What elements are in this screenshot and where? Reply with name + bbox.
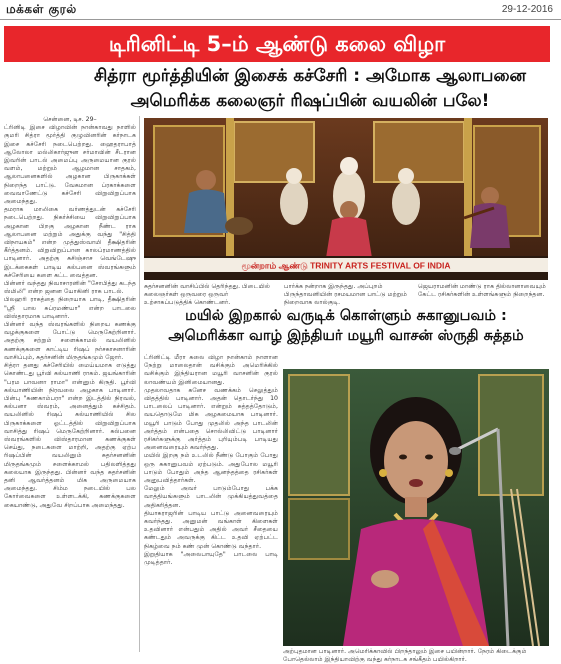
headline-mayuri-line2: அமெரிக்கா வாழ் இந்தியர் மயூரி வாசன் ஸ்ருதி சுத்தம்: [168, 328, 524, 344]
concert-stage-illustration: [144, 118, 548, 280]
singer-photo-caption: அற்புதமான பாடினார். அமெரிக்காவில் பிறந்தாலும் இசை பயின்றார். நேரம் கிடைக்கும் போதெல்லாம் இந்தியாவிற்கு வந்து கர்நாடக சங்கீதம் பயில்கிறார்.: [283, 648, 527, 663]
headline-concert-line1: சித்ரா மூர்த்தியின் இசைக் கச்சேரி : அமோக ஆலாபனை: [93, 66, 527, 86]
masthead: [4, 2, 557, 20]
issue-date: 29-12-2016: [501, 4, 553, 15]
left-article-column: [4, 116, 136, 651]
concert-photo-caption: [144, 283, 548, 306]
article-paragraph: மேலும் அவர் பாடும்போது பக்க வாத்தியங்களும் பாடலின் முக்கியத்துவத்தை அதிகரித்தன.: [144, 485, 278, 509]
headline-concert-line2: அமெரிக்க கலைஞர் ரிஷப்பின் வயலின் பலே!: [130, 91, 490, 111]
mayuri-article-column: [144, 354, 278, 650]
caption-segment: ஜெயராமனின் மாண்டு ராக தில்லானாவையும் கேட்ட ரசிகர்களின் உள்ளங்களும் நிறைந்தன.: [418, 283, 546, 298]
masthead-rule: [0, 19, 561, 20]
headline-mayuri: [144, 306, 548, 346]
article-paragraph: சித்ரா தனது கச்சேரியில் மைய்யமாக எடுத்து கொண்டது பூர்வி கல்யாணி ராகம். ஜயங்காரின் "பரம பாவனா ராமா" என்னும் கிருதி. பூர்வி கல்யாணியின் நிரவலை அழகாக பாடினார். பின்பு "கணகாம்பரா" என்ற இடத்தில் நிரவல், கல்பனா ஸ்வரம், அனைத்தும் கச்சிதம். வயலினில் ரிஷப் கல்யாணியில் சில பிருகாக்களை ஓட்டத்தில் விறுவிறுப்பாக வாசித்து ரிஷப் மெருகேற்றினார். கல்பனை ஸ்வரங்களில் விஸ்தாரமான கணக்குகள் செய்து, நடைகளை மாற்றி, அதற்கு ஏற்ப ரிஷப்பின் வயலினும் சுதர்சனனின் மிருதங்கமும் சளைக்காமல் பதிலளித்தது கலையாக இருந்தது. பின்னர் வந்த சுதர்சனின் தனி ஆவர்த்தனம் மிக அருமையாக அமைந்தது. சிம்ம நடையில் பல கோர்வைகளை உள்ளடக்கி, கணக்குகளை கையாண்டு, அதுவே சிறப்பாக அமைந்தது.: [4, 362, 136, 509]
article-paragraph: இறுதியாக "அலைபாயுதே" பாடலை பாடி முடித்தார்.: [144, 550, 278, 567]
article-paragraph: பின்னர் வந்த ஸ்வரங்களில் நிறைய கணக்கு வழக்குகளை போட்டு மெருகேற்றினார். அதற்கு சற்றும் சளைக்காமல் வயலினில் கணக்குகளை காட்டிய ரிஷப் நர்சகாசனாரின் வாசிப்பும், சுதர்சனின் மிருதங்கமும் ஜோர்.: [4, 321, 136, 361]
article-paragraph: சென்னை, டிச. 29–: [43, 116, 97, 123]
article-paragraph: ட்ரினிட்டி மீரா கலை விழா நான்காம் நாளான நேற்று மாலைதான் வசிக்கும் அமெரிக்கில் வசிக்கும் இந்தியரான மயூரி வாசனின் குரல் லாவண்யம் இனிமையானது.: [144, 354, 278, 386]
festival-banner: டிரினிட்டி 5–ம் ஆண்டு கலை விழா: [4, 26, 550, 62]
article-paragraph: மயில் இறகு நம் உடலில் நீண்டு போகும் போது ஒரு சுகானுபவம் ஏற்படும். அதுபோல மயூரி பாடும் போதும் அந்த ஆனந்தத்தை ரசிகர்கள் அனுபவித்தார்கள்.: [144, 452, 278, 485]
article-paragraph: தமராக மாலிகை வர்ணத்துடன் கச்சேரி நடைபெற்றது. நிகர்ச்சியை விறுவிறுப்பாக அழகான பிறகு அழகான நீண்ட ராக ஆலாபனை மற்றும் அதுக்கு வந்து "சித்தி விநாயகம்" என்ற முத்துஸ்வாமி தீக்ஷிதரின் கீர்த்தனம். விறுவிறுப்பான காலப்ரமாணத்தில் பாடினார். அதற்கு சுசிஞ்சாச வெங்டேஷு இடக்கைகள் பாடிய கல்பனை ஸ்வரங்களும் கச்சேரியை களை கட்ட வைத்தன.: [4, 206, 136, 279]
newspaper-logo: மக்கள் குரல்: [6, 2, 77, 16]
article-paragraph: பின்னர் வந்தது நிவாசாரனின் "சோபித்து கடந்த ஸ்மிலி" என்ற ஜனன யோகினி ராக பாடல்.: [4, 280, 136, 296]
caption-segment: சுதர்சனனின் வாசிப்பில் தெரிந்தது. பிடையில் கலைஞர்கள் ஒருவரை ஒருவர் உற்சாகப்படுத்திக் கொண்டனர்.: [144, 283, 270, 306]
column-divider: [139, 116, 140, 652]
article-paragraph: ட்ரினிடி இசை விழாவின் நான்காவது நாளில் குமரி சித்ரா மூர்த்தி குழுவினரின் கர்நாடக இசை கச்சேரி நடைபெற்றது. ஹைதராபாத் ஆலோலா மல்லிகார்ஜுன சர்மாவின் சீடரான இவரின் பாடல் அமைப்பு அருமையான குரல் வளம், மற்றும் ஆழமான சாதகம், ஆலாபனைகளில் அழகான பிருகாக்கள் நிறைந்த பாட்டு. வேகமான ப்ரகாக்களை வைவாணேட்டு கச்சேரி விறுவிறுப்பாக அமைந்தது.: [4, 124, 136, 206]
article-paragraph: தியாகராஜரின் பாடிய பாட்டு அனைவரையும் கவர்ந்தது. அனுமன் வங்காள் கிளைகள் உதவினார் என்பதும் அதில் அவர் சீதையை கண்டதும் அவருக்கு கிட்ட உதவி ஏற்பட்ட நிகழ்வை நம் கண் முன் கொண்டு வந்தார்.: [144, 509, 278, 550]
stage-banner-text: மூன்றாம் ஆண்டு TRINITY ARTS FESTIVAL OF INDIA: [241, 260, 451, 271]
headline-mayuri-line1: மயில் இறகால் வருடிக் கொள்ளும் சுகானுபவம் :: [185, 308, 507, 324]
article-paragraph: பிலஹரி ராகத்தை நிறையாக பாடி, தீக்ஷிதரின் "ஸ்ரீ பால சுப்ரமண்யா" என்ற பாடலை விஸ்தாரமாக பாடினார்.: [4, 296, 136, 320]
singer-photo: [283, 369, 549, 646]
concert-photo: [144, 118, 548, 280]
singer-illustration: [283, 369, 549, 646]
headline-concert: [70, 64, 550, 114]
article-paragraph: முதலாவதாக கனேச வணக்கம் செலுத்தும் விதத்தில் பாடினார். அதன் தொடர்ந்து 10 பாடலைப் பாடினார். என்றும் சுத்தத்தோடும், வயதொடுமே மிக அழகமையாக பாடினார். மயூரி பாடும் போது முதலில் அந்த பாடலின் அர்த்தம் என்பதை சொல்லிவிட்டு பாடினார் ரசிகர்களுக்கு அர்த்தம் புரியும்படி பாடியது அனைவரையும் கவர்ந்தது.: [144, 386, 278, 452]
caption-segment: பார்க்க நன்றாக இருந்தது. அப்புறம் பிருந்தாவனியின் ரசமயமான பாட்டு மற்றும் நிறைவாக லால்குடி.: [284, 283, 407, 306]
